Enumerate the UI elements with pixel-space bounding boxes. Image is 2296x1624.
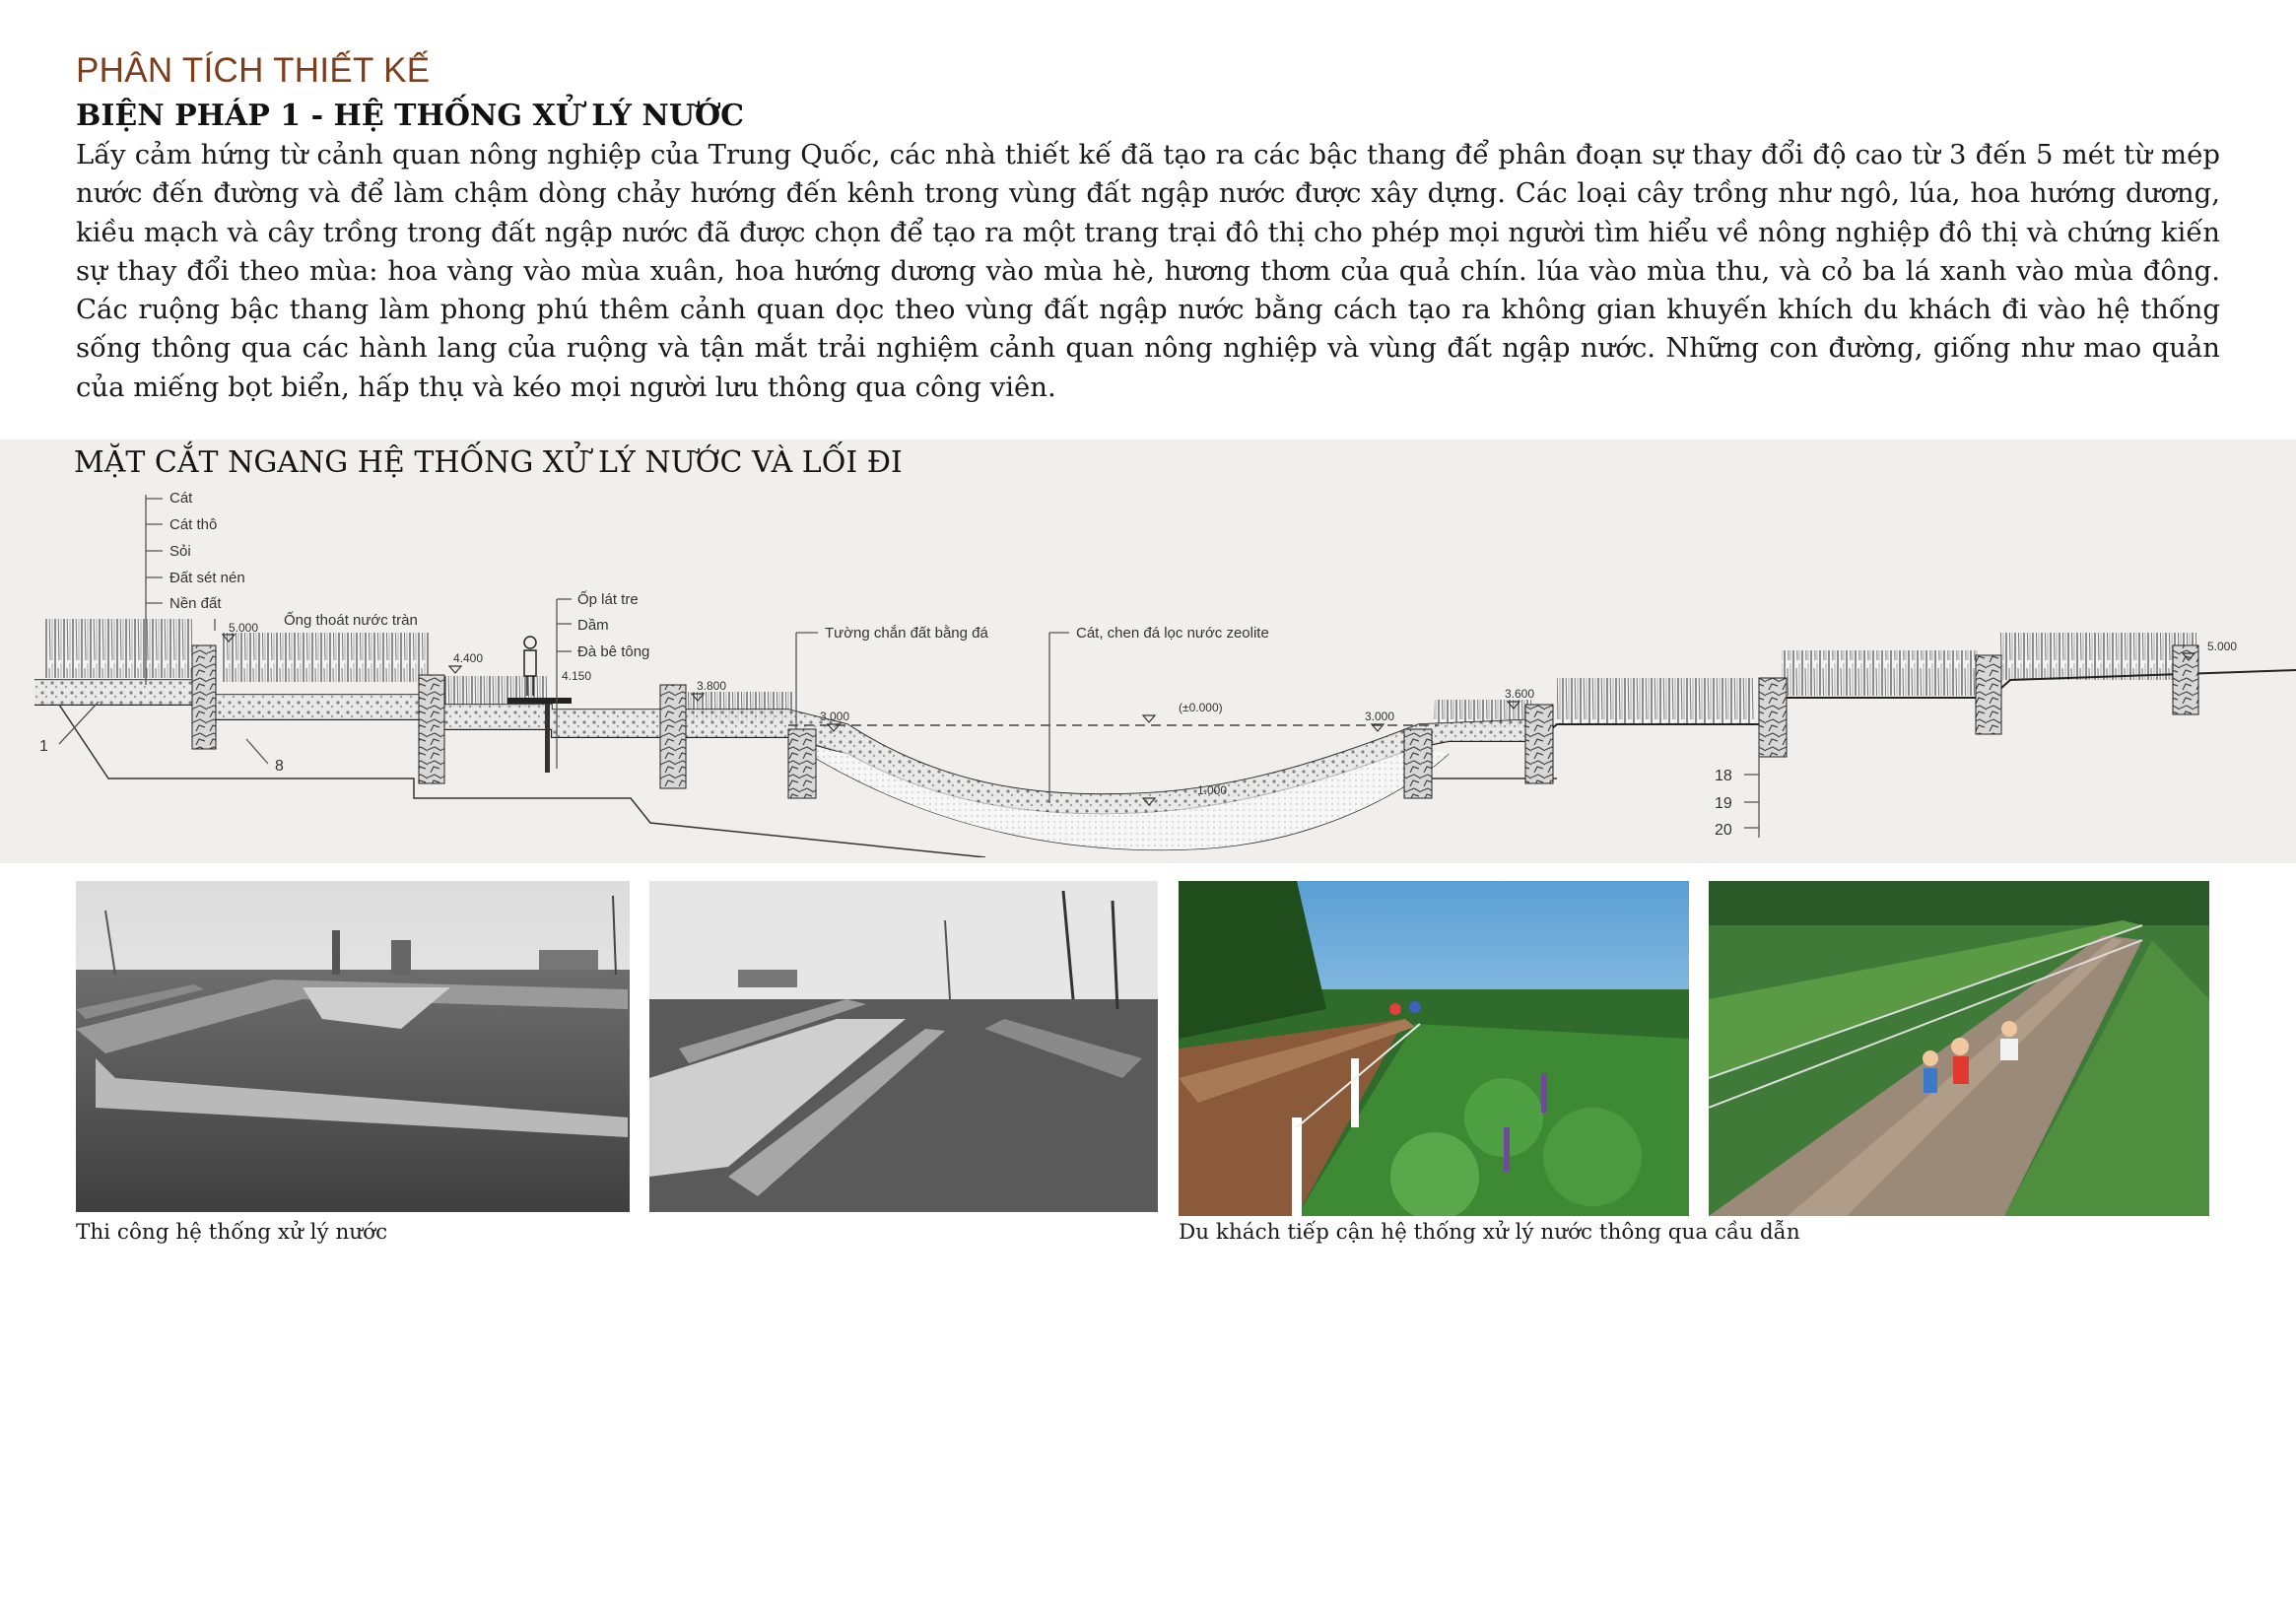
marker-20: 20 (1715, 822, 1732, 839)
boardwalk-deck (507, 698, 572, 704)
layer-label-cat-tho: Cát thô (169, 516, 218, 533)
section-kicker: PHÂN TÍCH THIẾT KẾ (76, 51, 431, 90)
elevation-3600: 3.600 (1505, 687, 1535, 701)
caption-construction: Thi công hệ thống xử lý nước (76, 1220, 388, 1245)
marker-1: 1 (39, 738, 48, 755)
deck-label-da-be-tong: Đà bê tông (577, 643, 650, 660)
vegetation-block (2000, 633, 2197, 680)
retaining-wall-label: Tường chắn đất bằng đá (825, 625, 988, 642)
deck-label-op-lat-tre: Ốp lát tre (577, 591, 639, 608)
deck-label-dam: Dầm (577, 617, 609, 634)
elevation-1000: 1.000 (1197, 783, 1228, 797)
layer-label-dat-set-nen: Đất sét nén (169, 570, 245, 586)
layer-label-nen-dat: Nền đất (169, 595, 222, 612)
elevation-3000-right: 3.000 (1365, 710, 1395, 723)
boardwalk-photo-2 (1709, 881, 2209, 1216)
elevation-zero: (±0.000) (1179, 701, 1223, 714)
construction-photo-1 (76, 881, 630, 1212)
vegetation-block (44, 619, 192, 678)
marker-18: 18 (1715, 768, 1732, 784)
elevation-3800: 3.800 (697, 679, 727, 693)
section-title: MẶT CẮT NGANG HỆ THỐNG XỬ LÝ NƯỚC VÀ LỐI ĐI (74, 445, 903, 480)
layer-label-soi: Sỏi (169, 543, 191, 560)
construction-photo-2 (649, 881, 1158, 1212)
deck-post (545, 704, 550, 773)
boardwalk-photo-1 (1179, 881, 1689, 1216)
caption-visitors: Du khách tiếp cận hệ thống xử lý nước thông qua cầu dẫn (1179, 1220, 1800, 1245)
filter-label: Cát, chen đá lọc nước zeolite (1076, 625, 1269, 642)
elevation-3000-left: 3.000 (820, 710, 850, 723)
marker-8: 8 (275, 758, 284, 775)
overflow-pipe-label: Ống thoát nước tràn (284, 612, 418, 629)
intro-paragraph: Lấy cảm hứng từ cảnh quan nông nghiệp của Trung Quốc, các nhà thiết kế đã tạo ra các bậc thang để phân đoạn sự thay đổi độ cao từ 3 đến 5 mét từ mép nước đến đường và để làm chậm dòng chảy hướng đến kênh trong vùng đất ngập nước được xây dựng. Các loại cây trồng như ngô, lúa, hoa hướng dương, kiều mạch và cây trồng trong đất ngập nước đã được chọn để tạo ra một trang trại đô thị cho phép mọi người tìm hiểu về nông nghiệp đô thị và chứng kiến sự thay đổi theo mùa: hoa vàng vào mùa xuân, hoa hướng dương vào mùa hè, hương thơm của quả chín. lúa vào mùa thu, và cỏ ba lá xanh vào mùa đông. Các ruộng bậc thang làm phong phú thêm cảnh quan dọc theo vùng đất ngập nước bằng cách tạo ra không gian khuyến khích du khách đi vào hệ thống sống thông qua các hành lang của ruộng và tận mắt trải nghiệm cảnh quan nông nghiệp và vùng đất ngập nước. Những con đường, giống như mao quản của miếng bọt biển, hấp thụ và kéo mọi người lưu thông qua công viên. (76, 139, 2220, 403)
vegetation-block (222, 633, 429, 682)
cross-section-diagram (0, 483, 2296, 857)
marker-19: 19 (1715, 795, 1732, 812)
elevation-4150: 4.150 (562, 669, 592, 683)
elevation-4400: 4.400 (453, 651, 484, 665)
page-title: BIỆN PHÁP 1 - HỆ THỐNG XỬ LÝ NƯỚC (76, 99, 744, 133)
layer-label-cat: Cát (169, 490, 193, 507)
vegetation-block (1782, 650, 1979, 696)
elevation-5000-right: 5.000 (2207, 640, 2238, 653)
elevation-5000-left: 5.000 (229, 621, 259, 635)
vegetation-block (1557, 678, 1754, 723)
